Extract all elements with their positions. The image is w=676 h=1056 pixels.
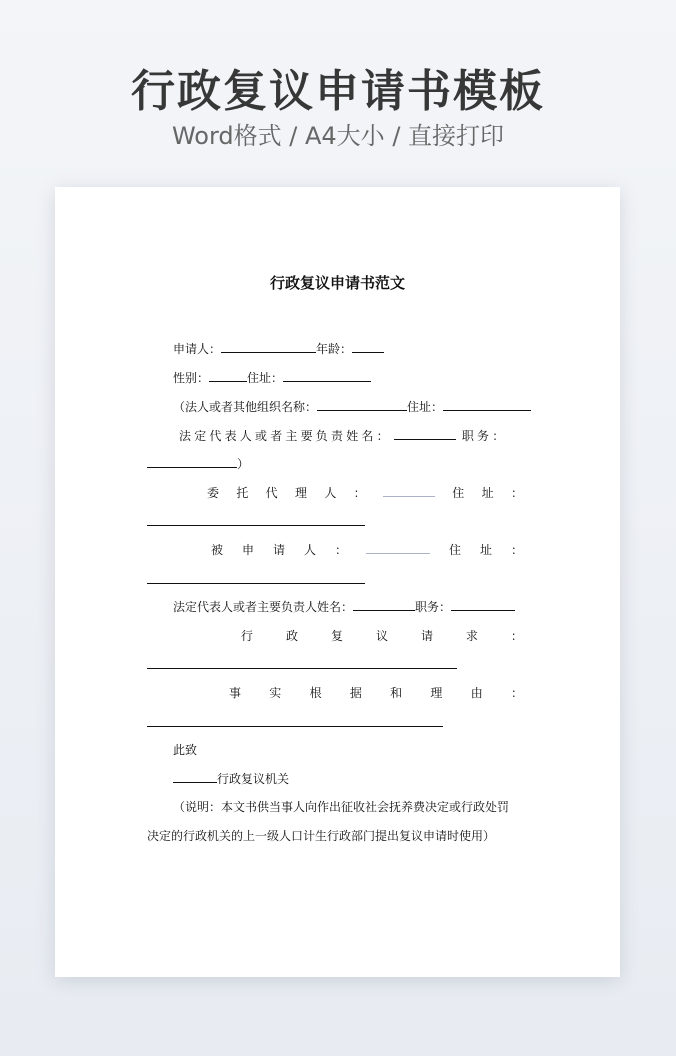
poster-subtitle: Word格式 / A4大小 / 直接打印 (171, 122, 505, 150)
org-name-label: （法人或者其他组织名称： (173, 400, 318, 414)
respondent-address-blank[interactable] (147, 583, 365, 584)
address-label: 住址： (247, 371, 284, 385)
agent-char: ： (353, 486, 366, 500)
request-char: 请 (420, 629, 433, 643)
agent-char: 托 (236, 486, 249, 500)
gender-blank[interactable] (209, 370, 247, 382)
org-address-label: 住址： (407, 400, 444, 414)
agent-address-blank[interactable] (147, 525, 365, 526)
applicant-line (173, 341, 384, 357)
respondent-rep-blank[interactable] (353, 599, 415, 611)
respondent-line (211, 542, 523, 558)
facts-line (229, 685, 523, 701)
respondent-char: 被 (211, 543, 224, 557)
respondent-blank[interactable] (366, 542, 430, 554)
org-line (173, 399, 531, 415)
legal-rep-label: 法定代表人或者主要负责姓名： (179, 429, 392, 443)
facts-char: 据 (349, 686, 362, 700)
request-char: ： (510, 629, 523, 643)
facts-char: 由 (470, 686, 483, 700)
agent-char: 住 (452, 486, 465, 500)
position-blank[interactable] (147, 456, 237, 468)
org-address-blank[interactable] (443, 399, 531, 411)
facts-char: 理 (430, 686, 443, 700)
agent-char: 人 (324, 486, 337, 500)
position-label: 职务： (461, 429, 508, 443)
authority-blank[interactable] (173, 771, 217, 783)
respondent-char: ： (335, 543, 348, 557)
agent-char: 理 (294, 486, 307, 500)
legal-rep-cont-line (147, 456, 249, 472)
respondent-char: 请 (273, 543, 286, 557)
org-name-blank[interactable] (317, 399, 407, 411)
respondent-char: 申 (242, 543, 255, 557)
request-blank[interactable] (147, 668, 457, 669)
applicant-blank[interactable] (221, 341, 316, 353)
respondent-char: 址 (479, 543, 492, 557)
agent-char: 委 (207, 486, 220, 500)
respondent-position-blank[interactable] (451, 599, 515, 611)
facts-char: 根 (309, 686, 322, 700)
respondent-char: ： (510, 543, 523, 557)
respondent-position-label: 职务： (415, 600, 452, 614)
agent-char: 址 (481, 486, 494, 500)
salutation: 此致 (173, 743, 198, 757)
address-blank[interactable] (283, 370, 371, 382)
facts-char: ： (510, 686, 523, 700)
respondent-rep-line (173, 599, 515, 615)
agent-char: ： (510, 486, 523, 500)
gender-label: 性别： (173, 371, 210, 385)
note-line-2: 决定的行政机关的上一级人口计生行政部门提出复议申请时使用） (147, 829, 496, 843)
request-line (241, 628, 523, 644)
agent-blank[interactable] (383, 485, 435, 497)
age-blank[interactable] (352, 341, 384, 353)
request-char: 行 (241, 629, 254, 643)
request-char: 议 (375, 629, 388, 643)
note-line-1: （说明：本文书供当事人向作出征收社会抚养费决定或行政处罚 (173, 800, 510, 814)
applicant-label: 申请人： (173, 342, 222, 356)
request-char: 复 (330, 629, 343, 643)
document-title: 行政复议申请书范文 (269, 274, 405, 292)
document-page (55, 187, 620, 977)
age-label: 年龄： (316, 342, 353, 356)
facts-char: 实 (269, 686, 282, 700)
gender-line (173, 370, 371, 386)
legal-rep-blank[interactable] (394, 428, 456, 440)
authority-suffix: 行政复议机关 (217, 772, 290, 786)
authority-line (173, 771, 289, 787)
respondent-char: 住 (448, 543, 461, 557)
facts-char: 事 (229, 686, 242, 700)
facts-blank[interactable] (147, 726, 443, 727)
request-char: 求 (465, 629, 478, 643)
poster-title: 行政复议申请书模板 (131, 66, 545, 117)
legal-rep-line (179, 428, 507, 444)
agent-char: 代 (265, 486, 278, 500)
request-char: 政 (285, 629, 298, 643)
respondent-char: 人 (304, 543, 317, 557)
close-paren: ） (237, 457, 250, 471)
respondent-rep-label: 法定代表人或者主要负责人姓名： (173, 600, 354, 614)
agent-line (207, 485, 523, 501)
facts-char: 和 (390, 686, 403, 700)
